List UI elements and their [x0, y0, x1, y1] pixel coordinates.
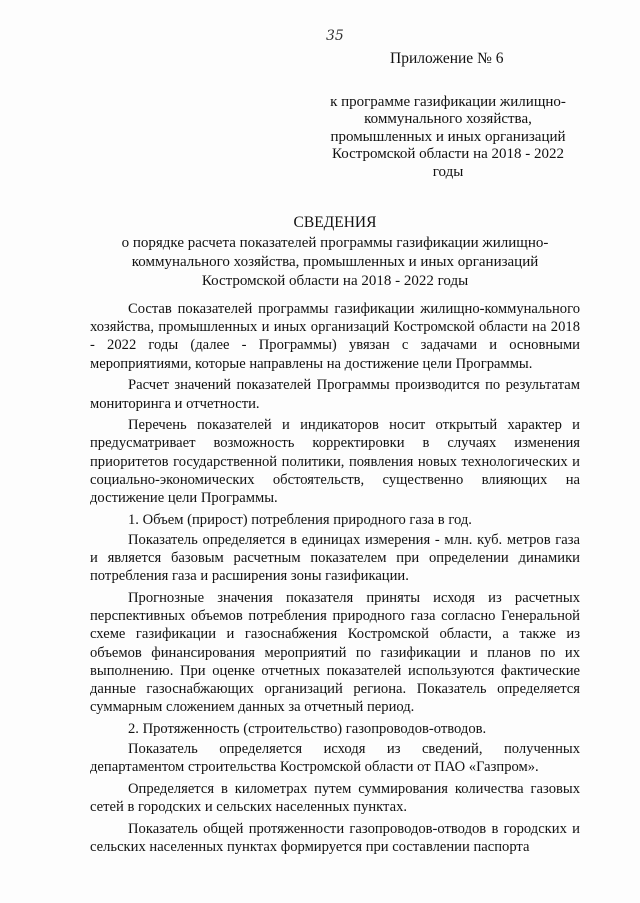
paragraph: Расчет значений показателей Программы производится по результатам мониторинга и отчетности.: [90, 377, 580, 412]
paragraph: Определяется в километрах путем суммирования количества газовых сетей в городских и сельских населенных пунктах.: [90, 781, 580, 816]
document-title: СВЕДЕНИЯ: [293, 214, 377, 231]
paragraph: Показатель общей протяженности газопроводов-отводов в городских и сельских населенных пунктах формируется при составлении паспорта: [90, 820, 580, 856]
section-heading: 2. Протяженность (строительство) газопроводов-отводов.: [128, 720, 487, 737]
document-body: [90, 300, 580, 860]
paragraph: Прогнозные значения показателя приняты исходя из расчетных перспективных объемов потребления природного газа согласно Генеральной схеме газификации и газоснабжения Костромской области, а также из объемов финансирования мероприятий по газификации и планов по их выполнению. При оценке отчетных показателей используются фактические данные газоснабжающих организаций региона. Показатель определяется суммарным сложением данных за отчетный период.: [90, 590, 580, 716]
appendix-title: Приложение № 6: [390, 50, 504, 67]
page-number: 35: [326, 28, 344, 44]
paragraph: Показатель определяется исходя из сведений, полученных департаментом строительства Костромской области от ПАО «Газпром».: [90, 741, 580, 776]
section-heading: 1. Объем (прирост) потребления природного газа в год.: [128, 511, 472, 528]
paragraph: Показатель определяется в единицах измерения - млн. куб. метров газа и является базовым расчетным показателем при определении динамики потребления газа и расширения зоны газификации.: [90, 531, 580, 585]
paragraph: Состав показателей программы газификации жилищно-коммунального хозяйства, промышленных и иных организаций Костромской области на 2018 - 2022 годы (далее - Программы) увязан с задачами и основными мероприятиями, которые направлены на достижение цели Программы.: [90, 301, 580, 372]
paragraph: Перечень показателей и индикаторов носит открытый характер и предусматривает возможность корректировки в случаях изменения приоритетов государственной политики, появления новых технологических и социально-экономических обстоятельств, существенно влияющих на достижение цели Программы.: [90, 417, 580, 507]
document-subtitle: о порядке расчета показателей программы газификации жилищно-коммунального хозяйства, промышленных и иных организаций Костромской области на 2018 - 2022 годы: [121, 235, 549, 289]
appendix-reference: к программе газификации жилищно-коммунального хозяйства, промышленных и иных организаций Костромской области на 2018 - 2022 годы: [330, 94, 566, 180]
